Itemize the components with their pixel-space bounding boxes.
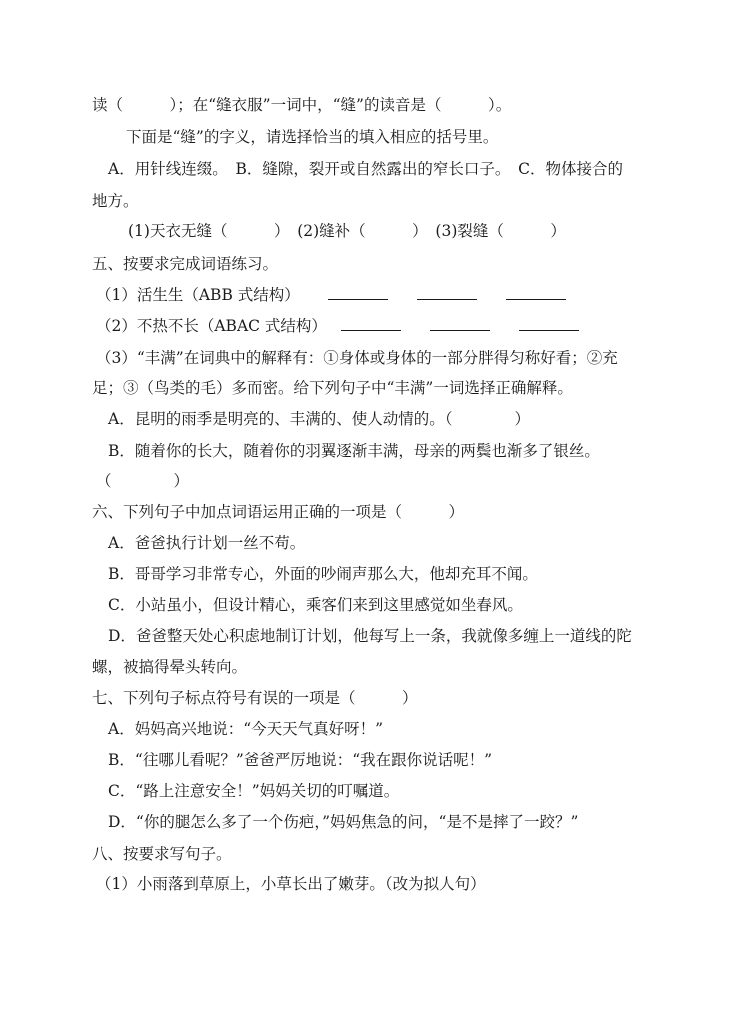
exercise-line-2-text: （2）不热不长（ABAC 式结构） (96, 317, 327, 335)
answer-blank[interactable] (430, 314, 490, 331)
answer-blank[interactable] (328, 283, 388, 300)
text-line-23: C．“路上注意安全！”妈妈关切的叮嘱道。 (108, 782, 400, 800)
answer-blank[interactable] (506, 283, 566, 300)
section-heading-7: 七、下列句子标点符号有误的一项是（ ） (92, 689, 418, 707)
text-line-10: 足；③（鸟类的毛）多而密。给下列句子中“丰满”一词选择正确解释。 (92, 379, 573, 397)
answer-blank[interactable] (519, 314, 579, 331)
section-heading-8: 八、按要求写句子。 (92, 845, 232, 863)
exercise-line-2 (96, 314, 579, 338)
section-heading-6: 六、下列句子中加点词语运用正确的一项是（ ） (92, 503, 465, 521)
text-line-22: B．“往哪儿看呢？”爸爸严厉地说：“我在跟你说话呢！” (108, 751, 493, 769)
text-line-11: A．昆明的雨季是明亮的、丰满的、使人动情的。（ ） (108, 410, 530, 428)
text-line-19: 螺，被搞得晕头转向。 (92, 658, 248, 676)
section-heading-5: 五、按要求完成词语练习。 (92, 255, 279, 273)
text-line-15: A．爸爸执行计划一丝不苟。 (108, 534, 306, 552)
text-line-3: A．用针线连缀。 B．缝隙，裂开或自然露出的窄长口子。 C．物体接合的 (108, 160, 623, 178)
text-line-24: D．“你的腿怎么多了一个伤疤，”妈妈焦急的问，“是不是摔了一跤？” (108, 813, 579, 831)
text-line-2: 下面是“缝”的字义，请选择恰当的填入相应的括号里。 (126, 128, 499, 146)
text-line-13: （ ） (96, 472, 190, 490)
text-line-5: (1)天衣无缝（ ） (2)缝补（ ） (3)裂缝（ ） (128, 222, 566, 240)
text-line-18: D．爸爸整天处心积虑地制订计划，他每写上一条，我就像多缠上一道线的陀 (108, 627, 632, 645)
text-line-16: B．哥哥学习非常专心，外面的吵闹声那么大，他却充耳不闻。 (108, 565, 538, 583)
text-line-12: B．随着你的长大，随着你的羽翼逐渐丰满，母亲的两鬓也渐多了银丝。 (108, 442, 600, 460)
answer-blank[interactable] (417, 283, 477, 300)
text-line-21: A．妈妈高兴地说：“今天天气真好呀！” (108, 720, 384, 738)
answer-blank[interactable] (341, 314, 401, 331)
text-line-4: 地方。 (92, 192, 139, 210)
text-line-17: C．小站虽小，但设计精心，乘客们来到这里感觉如坐春风。 (108, 596, 523, 614)
text-line-1: 读（ ）；在“缝衣服”一词中，“缝”的读音是（ ）。 (92, 96, 512, 114)
exercise-line-1 (96, 283, 566, 307)
text-line-9: （3）“丰满”在词典中的解释有：①身体或身体的一部分胖得匀称好看；②充 (96, 349, 618, 367)
exercise-line-1-text: （1）活生生（ABB 式结构） (96, 286, 300, 304)
text-line-26: （1）小雨落到草原上，小草长出了嫩芽。（改为拟人句） (96, 875, 486, 893)
